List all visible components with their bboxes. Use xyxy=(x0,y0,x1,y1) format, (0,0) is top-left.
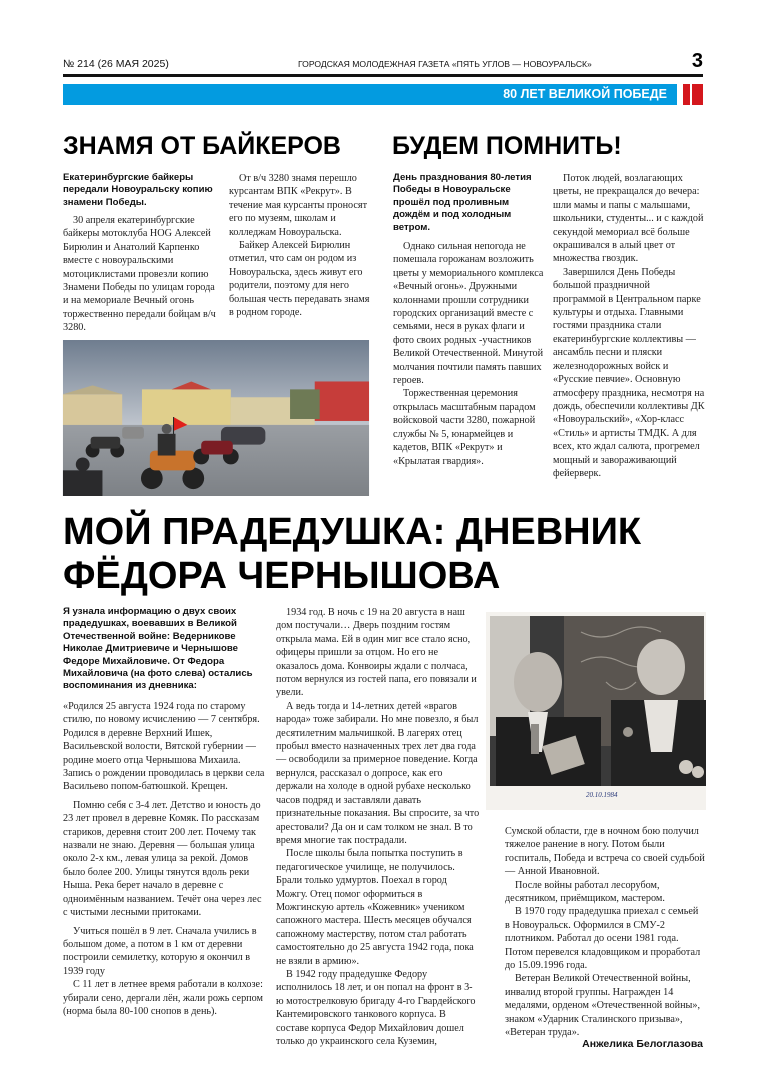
section-banner xyxy=(63,84,677,105)
article1-title: ЗНАМЯ ОТ БАЙКЕРОВ xyxy=(63,132,341,160)
paragraph: «Родился 25 августа 1924 года по старому стилю, по новому исчислению — 7 сентября. Родился в деревне Верхний Ишек, Васильевской волости, Вятской губернии — родине моего отца Чернышова Михаила. Запись о рождении проводилась в церкви села Васильево попом-батюшкой. Крещен. xyxy=(63,701,265,793)
paragraph: Торжественная церемония открылась масштабным парадом войсковой части 3280, пожарной службы № 5, юнармейцев и кадетов, ВПК «Рекрут» и «Крылатая гвардия». xyxy=(393,388,536,467)
paragraph: Байкер Алексей Бирюлин отметил, что сам он родом из Новоуральска, здесь живут его родители, поэтому для него большая честь передавать знамя в родном городе. xyxy=(229,240,370,319)
paragraph: Помню себя с 3-4 лет. Детство и юность до 23 лет провел в деревне Комяк. По рассказам стариков, деревня стоит 200 лет. Почему так назвали не знаю. Деревня — большая улица около 2-х км., левая улица за рекой. Домов было более 200. Улицы тянутся вдоль реки Ныша. Река берет начало в деревне с одноимённым названием. Течёт она через лес с чистыми лесными притоками. xyxy=(63,799,262,919)
section-banner-text: 80 ЛЕТ ВЕЛИКОЙ ПОБЕДЕ xyxy=(503,87,667,101)
article2-lead: День празднования 80-летия Победы в Новоуральске прошёл под проливным дождём и под холодным ветром. xyxy=(393,172,532,233)
paragraph: С 11 лет в летнее время работали в колхозе: убирали сено, дергали лён, жали рожь серпом (норма была 80-100 снопов в день). xyxy=(63,979,263,1017)
paragraph: 30 апреля екатеринбургские байкеры мотоклуба HOG Алексей Бирюлин и Анатолий Карпенко вместе с новоуральскими мотоциклистами провезли копию Знамени Победы по улицам города и на мемориале Вечный огонь торжественно передали бойцам в/ч 3280. xyxy=(63,215,216,334)
paragraph: После школы была попытка поступить в педагогическое училище, не получилось. Брали только удмуртов. Поехал в город Можгу. Отец помог оформиться в Можгинскую артель «Кожевник» учеником сапожного мастера. Шесть месяцев обучался сапожному мастерству, потом стал работать самостоятельно до 25 августа 1942 года, пока не взяли в армию». xyxy=(276,848,474,967)
article3-column-1 xyxy=(63,700,268,1018)
paragraph: А ведь тогда и 14-летних детей «врагов народа» тоже забирали. Но мне повезло, я был десятилетним мальчишкой. В лагерях отец пробыл вместо назначенных трех лет два года — освободили за примерное поведение. Когда вернулся, рассказал о допросе, как его держали на холоде в одной рубахе несколько часов подряд и заставляли давать признательные показания. Вы спросите, за что арестовали? Да он и сам толком не знал. В то время многие так пострадали. xyxy=(276,700,480,846)
header-rule xyxy=(63,74,703,77)
paragraph: Сумской области, где в ночном бою получил тяжелое ранение в ногу. Потом были госпиталь, Победа и встреча со своей судьбой — Анной Ивановной. xyxy=(505,826,705,878)
paragraph: Завершился День Победы большой праздничной программой в Центральном парке культуры и отдыха. Главными гостями праздника стали екатеринбургские коллективы — ансамбль песни и пляски железнодорожных войск и «Русские певчие». Основную атмосферу праздника, несмотря на дождь, обеспечили коллективы ДК «Новоуральский», «Хор-класс «Стиль» и артисты ТМДК. А для всех, кто ждал салюта, прогремел мощный и завораживающий фейерверк. xyxy=(553,266,705,479)
article1-lead: Екатеринбургские байкеры передали Новоуральску копию знамени Победы. xyxy=(63,172,213,208)
page-header xyxy=(63,52,703,74)
newspaper-name: ГОРОДСКАЯ МОЛОДЕЖНАЯ ГАЗЕТА «ПЯТЬ УГЛОВ — НОВОУРАЛЬСК» xyxy=(298,59,592,69)
article2-column-2 xyxy=(553,172,705,480)
paragraph: Однако сильная непогода не помешала горожанам возложить цветы у мемориального комплекса «Вечный огонь». Дружными колоннами прошли сотрудники городских организаций вместе с семьями, неся в руках флаги и фото своих родных -участников Великой Отечественной. Минутой молчания почтили память павших героев. xyxy=(393,241,544,387)
article3-lead: Я узнала информацию о двух своих прадедушках, воевавших в Великой Отечественной войне: Ведерникове Николае Дмитриевиче и Чернышове Федоре Михайловиче. От Федора Михайловича (на фото слева) остались воспоминания из дневника: xyxy=(63,606,253,692)
article3-column-2 xyxy=(276,606,480,1048)
veterans-photo-graphic xyxy=(486,612,706,810)
veterans-photo xyxy=(486,612,706,810)
paragraph: Ветеран Великой Отечественной войны, инвалид второй группы. Награжден 14 медалями, орденом «Отечественной войны», знаком «Ударник Сталинского призыва», «Ветеран труда». xyxy=(505,973,701,1039)
article3-title: МОЙ ПРАДЕДУШКА: ДНЕВНИК ФЁДОРА ЧЕРНЫШОВА xyxy=(63,511,642,597)
article1-column-2 xyxy=(229,172,375,319)
article2-column-1 xyxy=(393,240,545,468)
bikers-parade-photo-graphic xyxy=(61,340,371,496)
paragraph: Учиться пошёл в 9 лет. Сначала учились в большом доме, а потом в 1 км от деревни построили семилетку, которую я окончил в 1939 году xyxy=(63,925,257,977)
author-byline: Анжелика Белоглазова xyxy=(582,1038,703,1050)
paragraph: 1934 год. В ночь с 19 на 20 августа в наш дом постучали… Дверь поздним гостям открыла мама. Ей в один миг все стало ясно, офицеры пришли за отцом. Но его не оказалось дома. Конвоиры ждали с полчаса, потом вернулся из гостей папа, его повязали и увели. xyxy=(276,607,477,699)
photo-handwritten-date: 20.10.1984 xyxy=(586,791,618,799)
article2-title: БУДЕМ ПОМНИТЬ! xyxy=(392,132,622,160)
paragraph: В 1970 году прадедушка приехал с семьей в Новоуральск. Оформился в СМУ-2 плотником. Работал до осени 1981 года. Потом перевелся кладовщиком и проработал до 15.09.1996 года. xyxy=(505,906,701,972)
article1-column-1 xyxy=(63,214,221,335)
article3-column-3 xyxy=(505,825,705,1040)
paragraph: От в/ч 3280 знамя перешло курсантам ВПК «Рекрут». В течение мая курсанты проносят его по музеям, школам и колледжам Новоуральска. xyxy=(229,173,368,238)
page-number: 3 xyxy=(691,50,703,72)
issue-number: № 214 (26 МАЯ 2025) xyxy=(63,58,169,70)
paragraph: Поток людей, возлагающих цветы, не прекращался до вечера: шли мамы и папы с малышами, школьники, студенты... и с каждой секундой мемориал всё больше окрашивался в алый цвет от множества гвоздик. xyxy=(553,173,704,265)
bikers-parade-photo xyxy=(61,340,371,496)
paragraph: В 1942 году прадедушке Федору исполнилось 18 лет, и он попал на фронт в 3-ю мотострелковую бригаду 4-го Гвардейского Кантемировского танкового корпуса. В составе корпуса Федор Михайлович дошел только до украинского села Куземин, xyxy=(276,968,476,1047)
paragraph: После войны работал лесорубом, десятником, приёмщиком, мастером. xyxy=(505,879,665,905)
banner-accent-mark xyxy=(683,84,703,105)
